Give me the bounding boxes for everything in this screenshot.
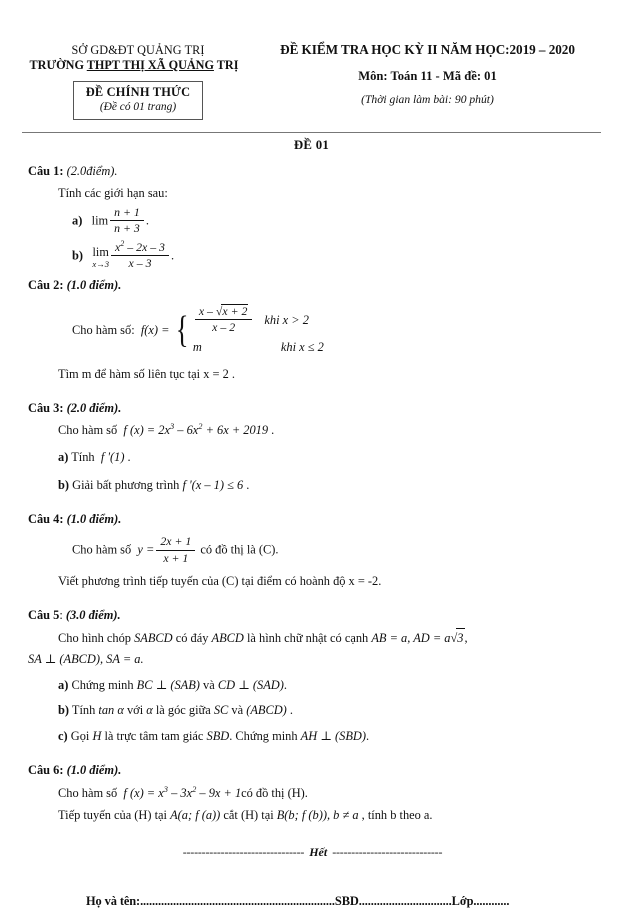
q6-point-a: A(a; f (a)) [170,808,221,823]
official-exam-box-wrap [22,81,254,120]
question-4 [28,512,597,590]
question-2-heading [28,278,597,293]
q5b-math-2: α [146,703,153,718]
question-4-points: (1.0 điểm). [66,512,122,527]
question-1-a-period: . [145,213,149,228]
question-2-case1-numerator [195,304,253,320]
piecewise-brace: { [175,309,189,352]
question-1-part-b-label: b) [72,248,84,263]
q6-f-exp1: 3 [163,784,168,795]
class-dots: ............ [473,893,510,908]
student-info-line [28,894,597,909]
sbd-dots: ............................... [358,893,452,908]
q1b-num-exp: 2 [120,238,125,248]
school-name-suffix: TRỊ [213,57,239,72]
q1b-num-rest: – 2x – 3 [124,239,165,254]
q5a-math-2: CD ⊥ (SAD) [217,677,284,692]
header-left-block [22,40,254,120]
question-6-label: Câu 6: [28,763,64,778]
duration-note: (Thời gian làm bài: 90 phút) [361,93,494,106]
question-4-fraction [156,535,195,564]
header-right-block [254,40,601,120]
question-6-tail [28,806,597,825]
question-2-piecewise [173,305,324,357]
q2-num-pre: x – [198,303,216,318]
question-1-b-denominator: x – 3 [128,255,152,270]
q3-f-exp2: 2 [198,420,203,431]
q6-f-tail: – 9x + 1 [196,786,242,801]
q5-l1-a: Cho hình chóp [58,631,135,646]
question-5 [28,608,597,745]
q5c-math-1: H [92,728,102,743]
question-1-points: (2.0điểm). [66,163,118,178]
question-2 [28,278,597,384]
q5a-end: . [283,677,287,692]
question-5-part-b [28,701,597,720]
question-2-case1-denominator: x – 2 [212,320,236,335]
class-label: Lớp [451,893,474,908]
question-4-heading [28,512,597,527]
question-5-part-b-label: b) [58,703,70,718]
question-2-case2-value: m [192,340,202,355]
question-1-heading [28,164,597,179]
q5b-text: Tính [71,703,99,718]
school-name [14,58,254,73]
question-5-part-a [28,676,597,695]
q5-sa-perp: SA ⊥ (ABCD), SA = a. [28,652,144,666]
paper-code: ĐỀ 01 [293,137,330,152]
question-3-part-a-text: Tính [71,450,95,465]
q1b-num-x: x [115,239,121,254]
question-1-part-a-label: a) [72,213,83,228]
name-dots: ................................................................. [140,893,335,908]
q5b-mid-2: là góc giữa [152,703,214,718]
question-1-b-lim-sub: x→3 [92,258,110,269]
question-2-sqrt-body: x + 2 [222,303,248,318]
q6-tail-a: Tiếp tuyến của (H) tại [58,808,171,823]
dashes-left: -------------------------------- [182,844,305,859]
sbd-label: SBD [334,893,359,908]
question-3-function: Cho hàm số f $(x) = 2x^3 - 6x^2 + 6x + 2019$ . [58,420,275,437]
question-2-case1-condition: khi x > 2 [264,312,309,327]
q5a-text: Chứng minh [71,677,137,692]
question-4-after: có đồ thị là (C). [200,542,279,557]
q6-tail-b: cắt (H) tại [220,808,277,823]
q5-l1-e: là hình chữ nhật có cạnh [243,631,372,646]
question-1-b-period: . [170,248,175,263]
question-1 [28,164,597,271]
question-1-b-lim-word: lim [92,245,109,260]
q5a-and: và [199,677,218,692]
q5b-mid: với [123,703,147,718]
exam-title: ĐỀ KIỂM TRA HỌC KỲ II NĂM HỌC:2019 – 2020 [280,42,575,57]
question-6-function [28,784,597,803]
end-separator [28,845,597,860]
question-2-points: (1.0 điểm). [66,277,122,292]
end-label: Hết [309,844,328,859]
question-6-points: (1.0 điểm). [66,763,122,778]
q5-base-name: ABCD [211,631,244,646]
name-label: Họ và tên: [86,893,141,908]
q5a-math-1: BC ⊥ (SAB) [136,677,200,692]
question-4-lead: Cho hàm số [72,542,132,557]
question-6-lead: Cho hàm số [58,786,118,801]
q6-f-mid: – 3x [167,786,193,801]
exam-body [0,164,623,909]
question-5-line2 [28,650,597,669]
question-1-a-fraction [110,206,144,235]
question-5-points: (3.0 điểm). [65,608,121,623]
question-3-lead: Cho hàm số [58,422,118,437]
department-name: SỞ GD&ĐT QUẢNG TRỊ [71,43,205,57]
q3-f-mid: – 6x [174,422,199,437]
q5c-mid: là trực tâm tam giác [101,728,207,743]
sqrt-icon [450,628,464,648]
piecewise-row-1 [193,305,324,335]
q6-point-b: B(b; f (b)), b ≠ a [276,808,359,823]
question-1-b-lim [92,246,109,268]
question-3-part-a-label: a) [58,450,69,465]
question-3-function-expression [123,420,269,437]
q5-l1-c: có đáy [172,631,212,646]
question-2-lead: Cho hàm số: [72,322,135,337]
school-name-underlined: THPT THỊ XÃ QUẢNG [86,57,214,72]
question-1-a-denominator: n + 3 [114,221,140,236]
radical-sign: √ [215,303,223,318]
question-4-label: Câu 4: [28,512,64,527]
question-2-case1-fraction [195,304,253,334]
question-1-label: Câu 1: [28,163,64,178]
question-4-y: y = [137,542,155,557]
question-5-part-c-label: c) [58,728,68,743]
question-3-label: Câu 3: [28,400,64,415]
q5c-text: Gọi [70,728,93,743]
piecewise-rows [193,305,324,357]
question-1-a-lim: lim [91,213,109,228]
question-3-part-b-math: f '(x – 1) ≤ 6 [182,477,244,492]
question-1-part-a [28,207,597,236]
question-3 [28,401,597,495]
q5c-math-2: SBD [206,728,230,743]
question-3-part-b-text: Giải bất phương trình [72,477,180,492]
question-4-denominator: x + 1 [163,550,189,565]
official-exam-title: ĐỀ CHÍNH THỨC [85,84,191,99]
q6-f-exp2: 2 [192,784,197,795]
question-4-function [28,536,597,565]
question-6-heading [28,763,597,778]
q5b-mid-3: và [228,703,247,718]
q5-sqrt-body: 3 [456,628,464,648]
q6-tail-c: , tính b theo a. [358,808,433,823]
q5c-mid-2: . Chứng minh [229,728,301,743]
q5b-end: . [286,703,293,718]
q5b-math-3: SC [213,703,229,718]
question-3-points: (2.0 điểm). [66,400,122,415]
official-exam-subtitle: (Đề có 01 trang) [99,101,177,114]
question-3-part-a: a) Tính f '(1) . [58,450,131,465]
question-1-a-numerator: n + 1 [110,206,144,221]
question-3-heading [28,401,597,416]
q3-f-exp1: 3 [169,420,175,431]
question-6-after: có đồ thị (H). [241,786,308,801]
sqrt-icon [216,304,248,318]
q5c-math-3: AH ⊥ (SBD) [300,728,366,743]
q5c-end: . [366,728,370,743]
document-header [0,0,623,120]
q5-edges: AB = a, AD = a [371,631,451,646]
question-5-label: Câu 5 [28,608,60,623]
question-2-label: Câu 2: [28,277,64,292]
question-4-numerator: 2x + 1 [156,535,195,550]
question-2-fx: f(x) = [140,322,170,337]
header-divider [22,132,601,133]
question-5-heading [28,608,597,623]
question-1-intro: Tính các giới hạn sau: [58,185,168,200]
q5b-math-1: tan α [98,703,124,718]
subject-line: Môn: Toán 11 - Mã đề: 01 [358,69,497,83]
radical-sign: √ [450,631,458,646]
question-2-tail: Tìm m để hàm số liên tục tại x = 2 . [58,366,235,381]
q5-solid-name: SABCD [134,631,173,646]
question-1-b-fraction [111,238,169,270]
dashes-right: ----------------------------- [332,844,443,859]
question-1-part-b [28,238,597,271]
question-5-part-a-label: a) [58,677,69,692]
q6-f-head: f (x) = x [123,786,164,801]
q5b-math-4: (ABCD) [246,703,287,718]
question-3-part-b-label: b) [58,477,70,492]
question-3-part-b: b) Giải bất phương trình f '(x – 1) ≤ 6 . [58,477,250,492]
question-6 [28,763,597,824]
question-4-tail: Viết phương trình tiếp tuyến của (C) tại điểm có hoành độ x = -2. [58,573,382,588]
q3-f-head: f (x) = 2x [123,422,170,437]
question-5-part-c [28,727,597,746]
question-1-b-numerator [111,238,169,256]
question-3-part-a-math: f '(1) [100,450,125,465]
piecewise-row-2 [193,338,324,357]
question-5-colon: : [59,608,63,623]
school-name-prefix: TRƯỜNG [29,57,87,72]
question-5-line1 [28,628,597,648]
q5-l1-g: , [464,631,468,646]
question-2-case2-condition: khi x ≤ 2 [280,340,324,355]
q3-f-tail: + 6x + 2019 [202,422,269,437]
question-6-function-expression [123,786,241,800]
official-exam-box [73,81,204,120]
question-2-definition [28,305,597,357]
